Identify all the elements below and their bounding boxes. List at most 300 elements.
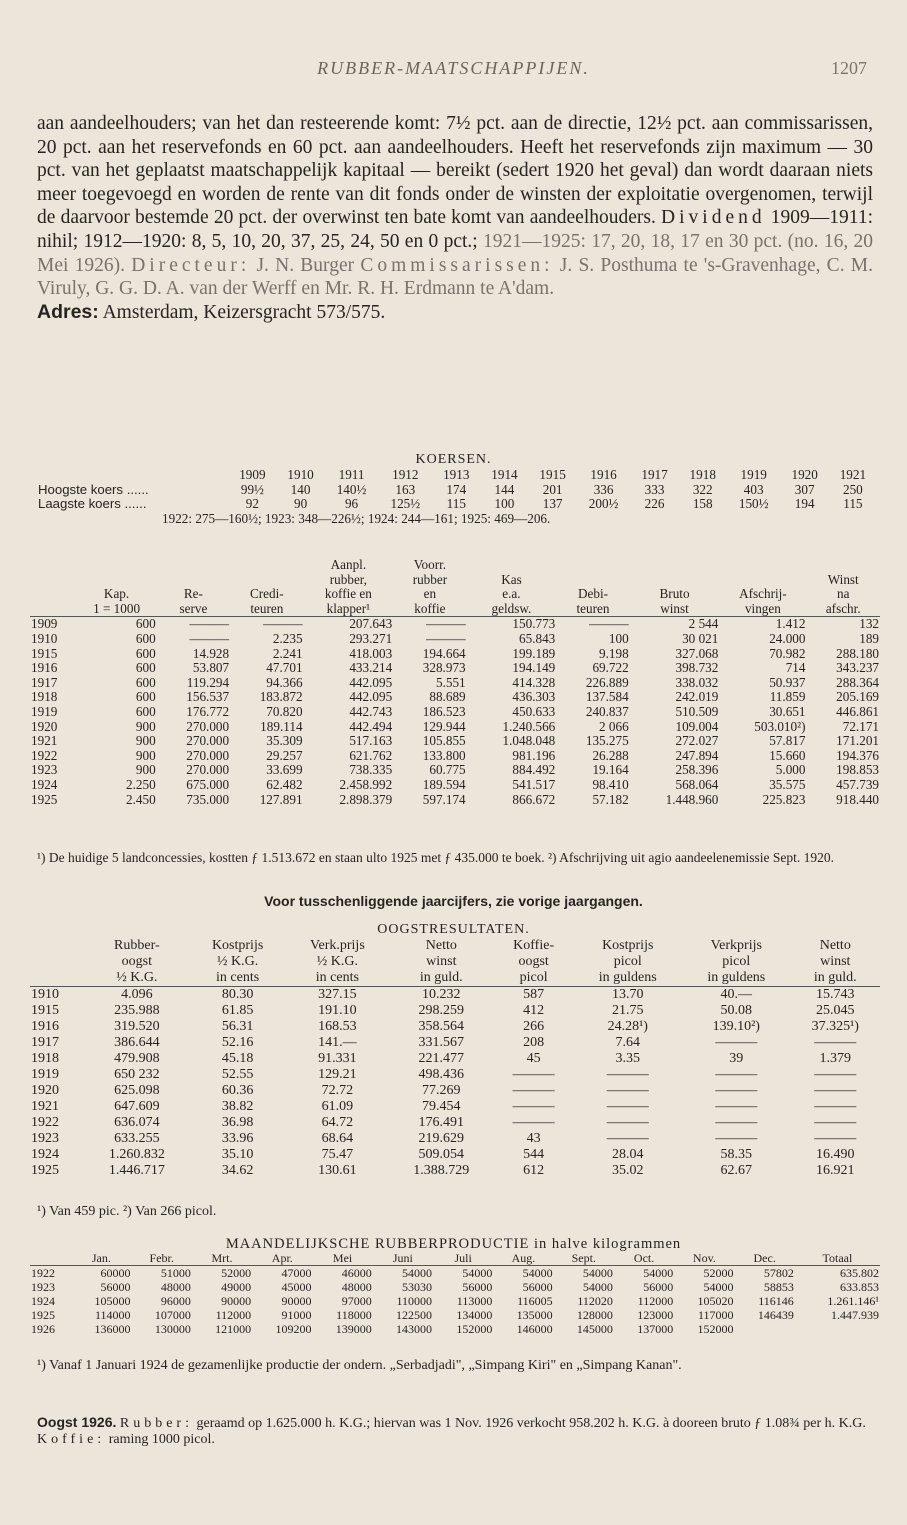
oogst-cell: 36.98	[221, 1115, 254, 1130]
finance-header-cell	[556, 558, 629, 573]
oogst-cell: 141.—	[318, 1035, 357, 1050]
finance-cell: 65.843	[519, 630, 556, 646]
monthly-value: 146000	[516, 1322, 553, 1336]
koersen-year: 1910	[287, 467, 314, 482]
koersen-year: 1912	[392, 467, 419, 482]
koersen-value: 226	[644, 496, 665, 512]
oogst-cell: ———	[512, 1099, 555, 1114]
finance-cell: 600	[135, 630, 156, 646]
finance-header-cell: Afschrij-	[739, 586, 787, 602]
finance-cell: 398.732	[675, 660, 719, 676]
finance-cell: 714	[785, 660, 806, 676]
koersen-value: 150½	[738, 496, 769, 512]
monthly-value: 48000	[341, 1280, 372, 1294]
finance-cell: 442.095	[349, 689, 393, 705]
koersen-year: 1909	[239, 467, 266, 482]
oogst-cell: 52.55	[221, 1067, 254, 1082]
finance-row	[30, 763, 880, 778]
finance-cell: ———	[589, 616, 629, 632]
finance-header-cell: Re-	[183, 586, 203, 602]
oogst-header-row	[30, 938, 880, 954]
oogst-cell: ———	[715, 1067, 758, 1082]
koersen-value: 115	[446, 496, 466, 512]
finance-cell: 418.003	[349, 645, 393, 661]
finance-header-cell: Aanpl.	[330, 557, 367, 572]
koersen-year: 1921	[839, 467, 867, 482]
oogst-cell: 650 232	[114, 1067, 160, 1082]
finance-cell: 242.019	[675, 689, 719, 705]
monthly-month: Juli	[433, 1251, 493, 1266]
oogst-cell: 4.096	[121, 987, 153, 1002]
finance-header-cell: rubber	[412, 571, 448, 587]
monthly-row	[30, 1280, 880, 1294]
oogst-header-cell: Rubber-	[114, 938, 160, 953]
oogst-cell: 79.454	[422, 1099, 461, 1114]
finance-cell: 503.010²)	[754, 718, 806, 734]
finance-cell: 541.517	[512, 776, 556, 792]
finance-cell: 900	[135, 747, 156, 763]
oogst-cell: 77.269	[422, 1083, 461, 1098]
finance-cell: 33.699	[266, 762, 303, 778]
monthly-year: 1923	[31, 1280, 55, 1294]
oogst-header-row	[30, 954, 880, 970]
oogst-cell: 24.28¹)	[607, 1019, 648, 1034]
oogst-cell: 587	[523, 987, 545, 1002]
finance-header-cell: na	[837, 586, 850, 602]
finance-cell: 207.643	[349, 616, 393, 632]
koersen-extra: 1922: 275—160½; 1923: 348—226½; 1924: 244—161; 1925: 469—206.	[162, 510, 551, 526]
finance-cell: 199.189	[512, 645, 556, 661]
monthly-year: 1922	[31, 1266, 55, 1280]
finance-header-cell	[30, 602, 76, 617]
rubber-label: Rubber:	[119, 1416, 193, 1431]
finance-cell: 98.410	[592, 776, 629, 792]
oogst-header-cell: ½ K.G.	[316, 954, 358, 969]
running-title: RUBBER-MAATSCHAPPIJEN.	[317, 58, 590, 78]
finance-header-cell	[30, 587, 76, 602]
monthly-value: 60000	[100, 1266, 131, 1280]
monthly-value: 117000	[697, 1308, 734, 1322]
monthly-value: 1.261.146¹	[827, 1294, 879, 1308]
koersen-value: 403	[743, 481, 764, 497]
monthly-value: 143000	[396, 1322, 433, 1336]
finance-cell: ———	[189, 630, 230, 646]
finance-row	[30, 676, 880, 691]
koersen-value: 100	[494, 496, 515, 512]
monthly-value: 56000	[100, 1280, 131, 1294]
oogst-cell: 1924	[31, 1147, 59, 1162]
finance-cell: ———	[189, 616, 230, 632]
monthly-month: Mei	[312, 1251, 372, 1266]
finance-cell: 1917	[31, 674, 58, 690]
finance-cell: 1923	[31, 762, 58, 778]
monthly-value: 105020	[697, 1294, 734, 1308]
oogst-cell: 39	[729, 1051, 744, 1066]
monthly-value: 145000	[576, 1322, 613, 1336]
monthly-value: 633.853	[840, 1280, 879, 1294]
finance-cell: 2.250	[126, 776, 156, 792]
koersen-year: 1913	[443, 467, 470, 482]
rubber-text: geraamd op 1.625.000 h. K.G.; hiervan was 1 Nov. 1926 verkocht 958.202 h. K.G. à dooreen bruto ƒ 1.08¾ per h. K.G.	[192, 1416, 866, 1431]
koersen-year: 1915	[539, 467, 566, 482]
oogst-cell: 45	[526, 1051, 541, 1066]
finance-header-row	[30, 558, 880, 573]
monthly-value: 112000	[215, 1308, 252, 1322]
finance-cell: 900	[135, 733, 156, 749]
monthly-value: 54000	[522, 1266, 553, 1280]
oogst-cell: 208	[523, 1035, 545, 1050]
koersen-year: 1917	[641, 467, 668, 482]
finance-cell: 270.000	[186, 762, 230, 778]
finance-cell: 198.853	[836, 762, 879, 778]
monthly-value: 118000	[336, 1308, 372, 1322]
monthly-value: 54000	[582, 1266, 613, 1280]
monthly-value: 51000	[160, 1266, 191, 1280]
dividend-recent-text: 1921—1925: 17, 20, 18, 17 en 30 pct. (no. 16, 20 Mei 1926).	[37, 230, 874, 276]
finance-header-cell: vingen	[719, 602, 806, 617]
finance-cell: 88.689	[429, 689, 466, 705]
finance-header-cell: serve	[157, 602, 230, 617]
oogst-cell: 625.098	[114, 1083, 160, 1098]
koersen-value: 322	[692, 481, 713, 497]
directeur-label: Directeur:	[131, 254, 251, 276]
finance-cell: 226.889	[585, 674, 629, 690]
finance-cell: 900	[135, 762, 156, 778]
oogst-cell: 168.53	[318, 1019, 357, 1034]
finance-header-cell: en	[423, 586, 437, 602]
koersen-year: 1919	[740, 467, 767, 482]
oogst-cell: 16.921	[816, 1163, 855, 1178]
oogst-header-cell: Kostprijs	[211, 938, 264, 953]
finance-cell: 53.807	[192, 660, 230, 676]
finance-cell: 156.537	[186, 689, 230, 705]
monthly-value: 48000	[160, 1280, 191, 1294]
oogst-cell: 58.35	[720, 1147, 753, 1162]
finance-row	[30, 617, 880, 632]
oogst-header-cell: Verkprijs	[710, 938, 762, 953]
oogst-cell: 52.16	[221, 1035, 254, 1050]
koersen-value: 336	[593, 481, 614, 497]
oogst-cell: 7.64	[615, 1035, 640, 1050]
oogst-cell: ———	[715, 1131, 758, 1146]
oogst-cell: 298.259	[418, 1003, 465, 1018]
finance-header-cell: 1 = 1000	[76, 602, 156, 617]
oogst-cell: 1.446.717	[108, 1163, 165, 1178]
oogst-cell: ———	[606, 1115, 649, 1130]
oogst-cell: 1918	[31, 1051, 59, 1066]
finance-row	[30, 749, 880, 764]
finance-cell: 600	[135, 674, 156, 690]
finance-cell: 5.000	[775, 762, 806, 778]
finance-header-cell: teuren	[556, 602, 629, 617]
finance-cell: 2.235	[272, 630, 303, 646]
finance-cell: 442.494	[349, 718, 393, 734]
monthly-value: 112000	[637, 1294, 674, 1308]
finance-cell: 205.169	[836, 689, 879, 705]
finance-cell: 176.772	[186, 703, 230, 719]
finance-cell: 600	[135, 660, 156, 676]
finance-cell: 133.800	[422, 747, 466, 763]
monthly-month: Apr.	[252, 1251, 312, 1266]
finance-cell: 194.149	[512, 660, 556, 676]
oogst-cell: 1910	[31, 987, 59, 1002]
finance-row	[30, 647, 880, 662]
finance-cell: 414.328	[512, 674, 556, 690]
finance-cell: 129.944	[422, 718, 466, 734]
finance-cell: 457.739	[836, 776, 879, 792]
finance-header-cell: koffie	[393, 602, 466, 617]
finance-header-cell: teuren	[230, 602, 303, 617]
oogst-header-cell: in cents	[189, 970, 286, 987]
finance-header-row	[30, 573, 880, 588]
oogst-header-cell: picol	[722, 954, 751, 969]
finance-cell: 270.000	[186, 718, 230, 734]
oogst-cell: ———	[512, 1067, 555, 1082]
finance-cell: 1915	[31, 645, 58, 661]
finance-header-cell: Bruto	[659, 586, 690, 602]
finance-cell: 1909	[31, 616, 58, 632]
oogst-cell: 176.491	[418, 1115, 465, 1130]
oogst-cell: 28.04	[611, 1147, 644, 1162]
oogst-cell: ———	[606, 1099, 649, 1114]
monthly-value: 54000	[703, 1280, 734, 1294]
finance-cell: 293.271	[349, 630, 393, 646]
oogst-header-cell: in guld.	[791, 970, 880, 987]
finance-cell: 47.701	[266, 660, 303, 676]
finance-cell: 183.872	[259, 689, 303, 705]
oogst-cell: 1925	[31, 1163, 59, 1178]
finance-cell: 29.257	[266, 747, 303, 763]
monthly-value: 47000	[281, 1266, 312, 1280]
finance-cell: 900	[135, 718, 156, 734]
finance-cell: 127.891	[259, 791, 303, 807]
finance-cell: 15.660	[769, 747, 806, 763]
finance-header-cell	[806, 558, 880, 573]
koersen-value: 92	[245, 496, 259, 512]
oogst-cell: ———	[814, 1115, 857, 1130]
harvest-1926-label: Oogst 1926.	[37, 1414, 117, 1430]
oogst-row	[30, 1003, 880, 1019]
address-label: Adres:	[37, 300, 99, 323]
oogst-header-cell: oogst	[121, 954, 152, 969]
monthly-month: Nov.	[674, 1251, 734, 1266]
oogst-cell: 1.379	[819, 1051, 852, 1066]
finance-cell: 510.509	[675, 703, 719, 719]
finance-cell: 19.164	[592, 762, 629, 778]
oogst-row	[30, 1099, 880, 1115]
monthly-value: 107000	[154, 1308, 191, 1322]
monthly-value: 116146	[758, 1294, 794, 1308]
monthly-value: 135000	[516, 1308, 553, 1322]
oogst-cell: ———	[814, 1083, 857, 1098]
koersen-table-wrap	[37, 468, 877, 526]
oogst-cell: 61.09	[321, 1099, 354, 1114]
oogst-cell: 72.72	[321, 1083, 354, 1098]
finance-cell: 258.396	[675, 762, 719, 778]
finance-cell: 1924	[31, 776, 58, 792]
commissarissen-text: J. S. Posthuma te 's-Gravenhage, C. M. Viruly, G. G. D. A. van der Werff en Mr. R. H. Erdmann te A'dam.	[37, 254, 873, 300]
finance-cell: 568.064	[675, 776, 719, 792]
finance-cell: 1921	[31, 733, 58, 749]
oogst-cell: 1917	[31, 1035, 59, 1050]
oogst-cell: 40.—	[720, 987, 753, 1002]
finance-header-cell	[630, 573, 720, 588]
monthly-value: 54000	[402, 1266, 433, 1280]
finance-cell: 884.492	[512, 762, 556, 778]
finance-cell: 981.196	[512, 747, 556, 763]
dividend-label: Dividend	[661, 207, 766, 229]
finance-cell: 105.855	[422, 733, 466, 749]
oogst-cell: 412	[523, 1003, 545, 1018]
oogst-cell: 647.609	[114, 1099, 160, 1114]
oogst-cell: 1921	[31, 1099, 59, 1114]
finance-cell: 738.335	[349, 762, 393, 778]
monthly-value: 53030	[402, 1280, 433, 1294]
koersen-year-row	[37, 468, 877, 483]
finance-cell: 26.288	[592, 747, 629, 763]
finance-cell: 866.672	[512, 791, 556, 807]
oogst-cell: 33.96	[221, 1131, 254, 1146]
finance-cell: 69.722	[592, 660, 629, 676]
oogst-cell: 1.388.729	[413, 1163, 470, 1178]
finance-cell: 150.773	[512, 616, 556, 632]
oogst-cell: 1922	[31, 1115, 59, 1130]
oogst-cell: ———	[814, 1131, 857, 1146]
monthly-row	[30, 1266, 880, 1281]
page-number: 1207	[831, 58, 867, 78]
koersen-value: 200½	[588, 496, 619, 512]
monthly-month: Jan.	[71, 1251, 131, 1266]
oogst-cell: ———	[715, 1083, 758, 1098]
oogst-cell: 21.75	[611, 1003, 644, 1018]
monthly-value: 49000	[221, 1280, 252, 1294]
oogst-cell: 16.490	[816, 1147, 855, 1162]
oogst-header-cell: Verk.prijs	[309, 938, 365, 953]
oogst-cell: 612	[523, 1163, 545, 1178]
finance-cell: 442.095	[349, 674, 393, 690]
finance-cell: ———	[262, 616, 303, 632]
koersen-value: 333	[644, 481, 665, 497]
oogst-header-cell: ½ K.G.	[84, 970, 189, 987]
monthly-value: 56000	[462, 1280, 493, 1294]
oogst-cell: 43	[526, 1131, 541, 1146]
finance-cell: 327.068	[675, 645, 719, 661]
monthly-value: 128000	[576, 1308, 613, 1322]
monthly-value: 130000	[154, 1322, 191, 1336]
monthly-year: 1924	[31, 1294, 55, 1308]
koersen-row	[37, 483, 877, 498]
oogst-cell: 68.64	[321, 1131, 354, 1146]
finance-cell: 1.448.960	[665, 791, 719, 807]
oogst-cell: ———	[814, 1035, 857, 1050]
oogst-cell: 1920	[31, 1083, 59, 1098]
oogst-header-cell: oogst	[518, 954, 549, 969]
finance-cell: 24.000	[769, 630, 806, 646]
dividend-text: 1909—1911: nihil; 1912—1920: 8, 5, 10, 20, 37, 25, 24, 50 en 0 pct.;	[37, 207, 873, 252]
oogst-footnote: ¹) Van 459 pic. ²) Van 266 picol.	[37, 1204, 217, 1219]
koersen-value: 158	[692, 496, 713, 512]
monthly-value: 54000	[462, 1266, 493, 1280]
monthly-row	[30, 1294, 880, 1308]
oogst-cell: 235.988	[114, 1003, 160, 1018]
koersen-value: 250	[842, 481, 863, 497]
oogst-cell: 61.85	[221, 1003, 254, 1018]
oogst-cell: 479.908	[114, 1051, 160, 1066]
finance-cell: 1.412	[775, 616, 806, 632]
oogst-header-cell: Kostprijs	[602, 938, 654, 953]
finance-row	[30, 778, 880, 793]
koersen-value: 174	[446, 481, 467, 497]
finance-header-cell	[30, 558, 76, 573]
oogst-header-cell: Netto	[819, 938, 851, 953]
monthly-value: 136000	[94, 1322, 131, 1336]
finance-cell: 446.861	[836, 703, 879, 719]
monthly-value: 114000	[94, 1308, 131, 1322]
oogst-cell: 633.255	[114, 1131, 160, 1146]
finance-cell: 1918	[31, 689, 58, 705]
address-text: Amsterdam, Keizersgracht 573/575.	[98, 301, 386, 323]
oogst-cell: 266	[523, 1019, 545, 1034]
oogst-row	[30, 1131, 880, 1147]
finance-header-cell	[467, 558, 557, 573]
oogst-cell: 62.67	[720, 1163, 753, 1178]
monthly-value: 57802	[763, 1266, 794, 1280]
koersen-value: 125½	[390, 496, 421, 512]
oogst-cell: 327.15	[318, 987, 357, 1002]
monthly-value: 45000	[281, 1280, 312, 1294]
oogst-cell: 130.61	[318, 1163, 357, 1178]
koersen-row	[37, 497, 877, 512]
monthly-title: MAANDELIJKSCHE RUBBERPRODUCTIE in halve kilogrammen	[225, 1236, 682, 1252]
oogst-cell: 60.36	[221, 1083, 254, 1098]
finance-header-cell: koffie en	[324, 586, 372, 602]
koersen-value: 137	[542, 496, 563, 512]
finance-cell: 9.198	[599, 645, 629, 661]
finance-cell: 270.000	[186, 733, 230, 749]
finance-cell: 70.982	[769, 645, 806, 661]
oogst-row	[30, 1163, 880, 1179]
monthly-value: 110000	[396, 1294, 433, 1308]
monthly-month: Totaal	[795, 1251, 880, 1266]
finance-cell: 621.762	[349, 747, 393, 763]
finance-cell: 517.163	[349, 733, 393, 749]
oogst-header-cell	[30, 954, 84, 970]
running-header	[0, 58, 907, 88]
monthly-footnote: ¹) Vanaf 1 Januari 1924 de gezamenlijke productie der ondern. „Serbadjadi", „Simpang Kiri" en „Simpang Kanan".	[37, 1358, 682, 1373]
finance-cell: 338.032	[675, 674, 719, 690]
finance-header-cell	[630, 558, 720, 573]
oogst-cell: ———	[606, 1131, 649, 1146]
oogst-row	[30, 1035, 880, 1051]
monthly-value: 97000	[341, 1294, 372, 1308]
oogst-cell: 38.82	[221, 1099, 254, 1114]
oogst-cell: 34.62	[221, 1163, 254, 1178]
monthly-value: 113000	[456, 1294, 493, 1308]
finance-cell: 189.594	[422, 776, 466, 792]
finance-cell: 194.376	[836, 747, 879, 763]
oogst-header-cell: winst	[820, 954, 851, 969]
oogst-cell: 75.47	[321, 1147, 354, 1162]
finance-header-cell: Kas	[501, 571, 522, 587]
koersen-value: 144	[494, 481, 515, 497]
finance-cell: 135.275	[585, 733, 629, 749]
monthly-value	[735, 1322, 795, 1336]
oogst-header-row	[30, 970, 880, 987]
koersen-title: KOERSEN.	[415, 452, 492, 467]
finance-footnote: ¹) De huidige 5 landconcessies, kostten ƒ 1.513.672 en staan ulto 1925 met ƒ 435.000 te boek. ²) Afschrijving uit agio aandeelenemissie Sept. 1920.	[37, 850, 834, 865]
finance-cell: 225.823	[762, 791, 806, 807]
oogst-cell: 331.567	[418, 1035, 465, 1050]
